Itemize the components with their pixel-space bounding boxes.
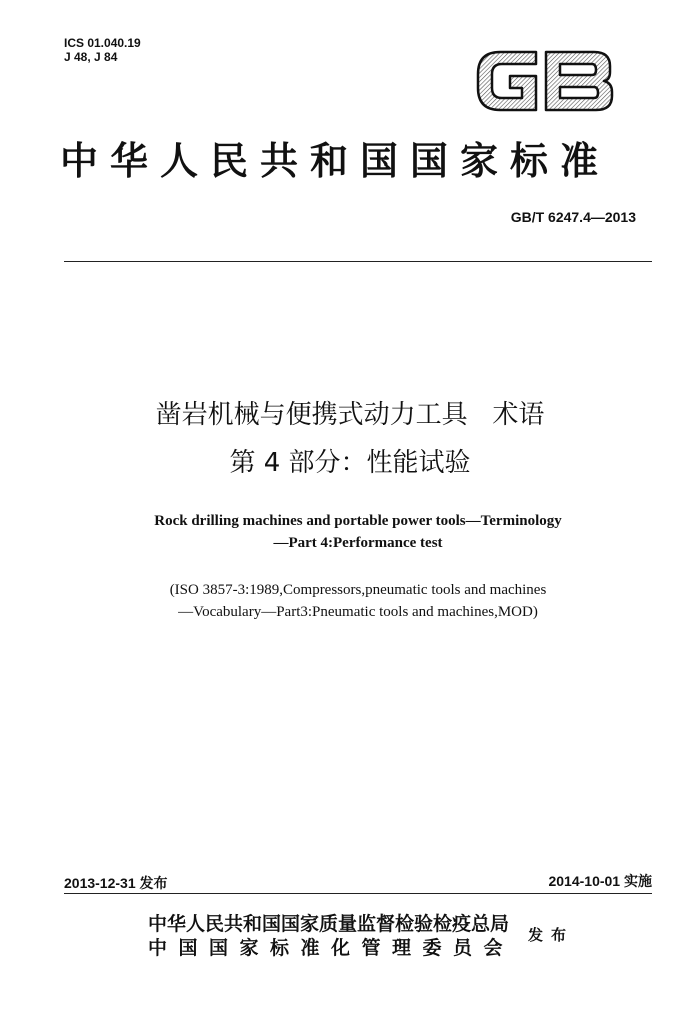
issue-label: 发布 xyxy=(528,926,575,944)
publisher-line-1: 中华人民共和国国家质量监督检验检疫总局 xyxy=(148,913,510,935)
standard-number: GB/T 6247.4—2013 xyxy=(510,209,636,225)
classification-codes xyxy=(64,36,141,64)
gb-logo xyxy=(470,44,618,118)
publisher-block xyxy=(148,912,514,960)
chinese-title-line-2: 第 4 部分：性能试验 xyxy=(229,448,471,478)
publisher-line-2: 中国国家标准化管理委员会 xyxy=(148,937,515,959)
iso-reference xyxy=(0,579,700,623)
iso-reference-line-2: —Vocabulary—Part3:Pneumatic tools and machines,MOD) xyxy=(178,604,538,620)
english-title-line-1: Rock drilling machines and portable power tools—Terminology xyxy=(154,513,562,529)
ccs-code: J 48, J 84 xyxy=(64,50,118,64)
chinese-title-line-1: 凿岩机械与便携式动力工具 术语 xyxy=(155,400,545,430)
ics-code: ICS 01.040.19 xyxy=(64,36,141,50)
footer-divider xyxy=(64,893,652,894)
iso-reference-line-1: (ISO 3857-3:1989,Compressors,pneumatic tools and machines xyxy=(169,582,547,598)
header-divider xyxy=(64,261,652,262)
english-title xyxy=(0,510,700,554)
implementation-date: 2014-10-01 实施 xyxy=(548,873,652,889)
nation-standard-title: 中华人民共和国国家标准 xyxy=(60,138,611,183)
english-title-line-2: —Part 4:Performance test xyxy=(273,535,443,551)
issue-date: 2013-12-31 发布 xyxy=(64,875,168,891)
